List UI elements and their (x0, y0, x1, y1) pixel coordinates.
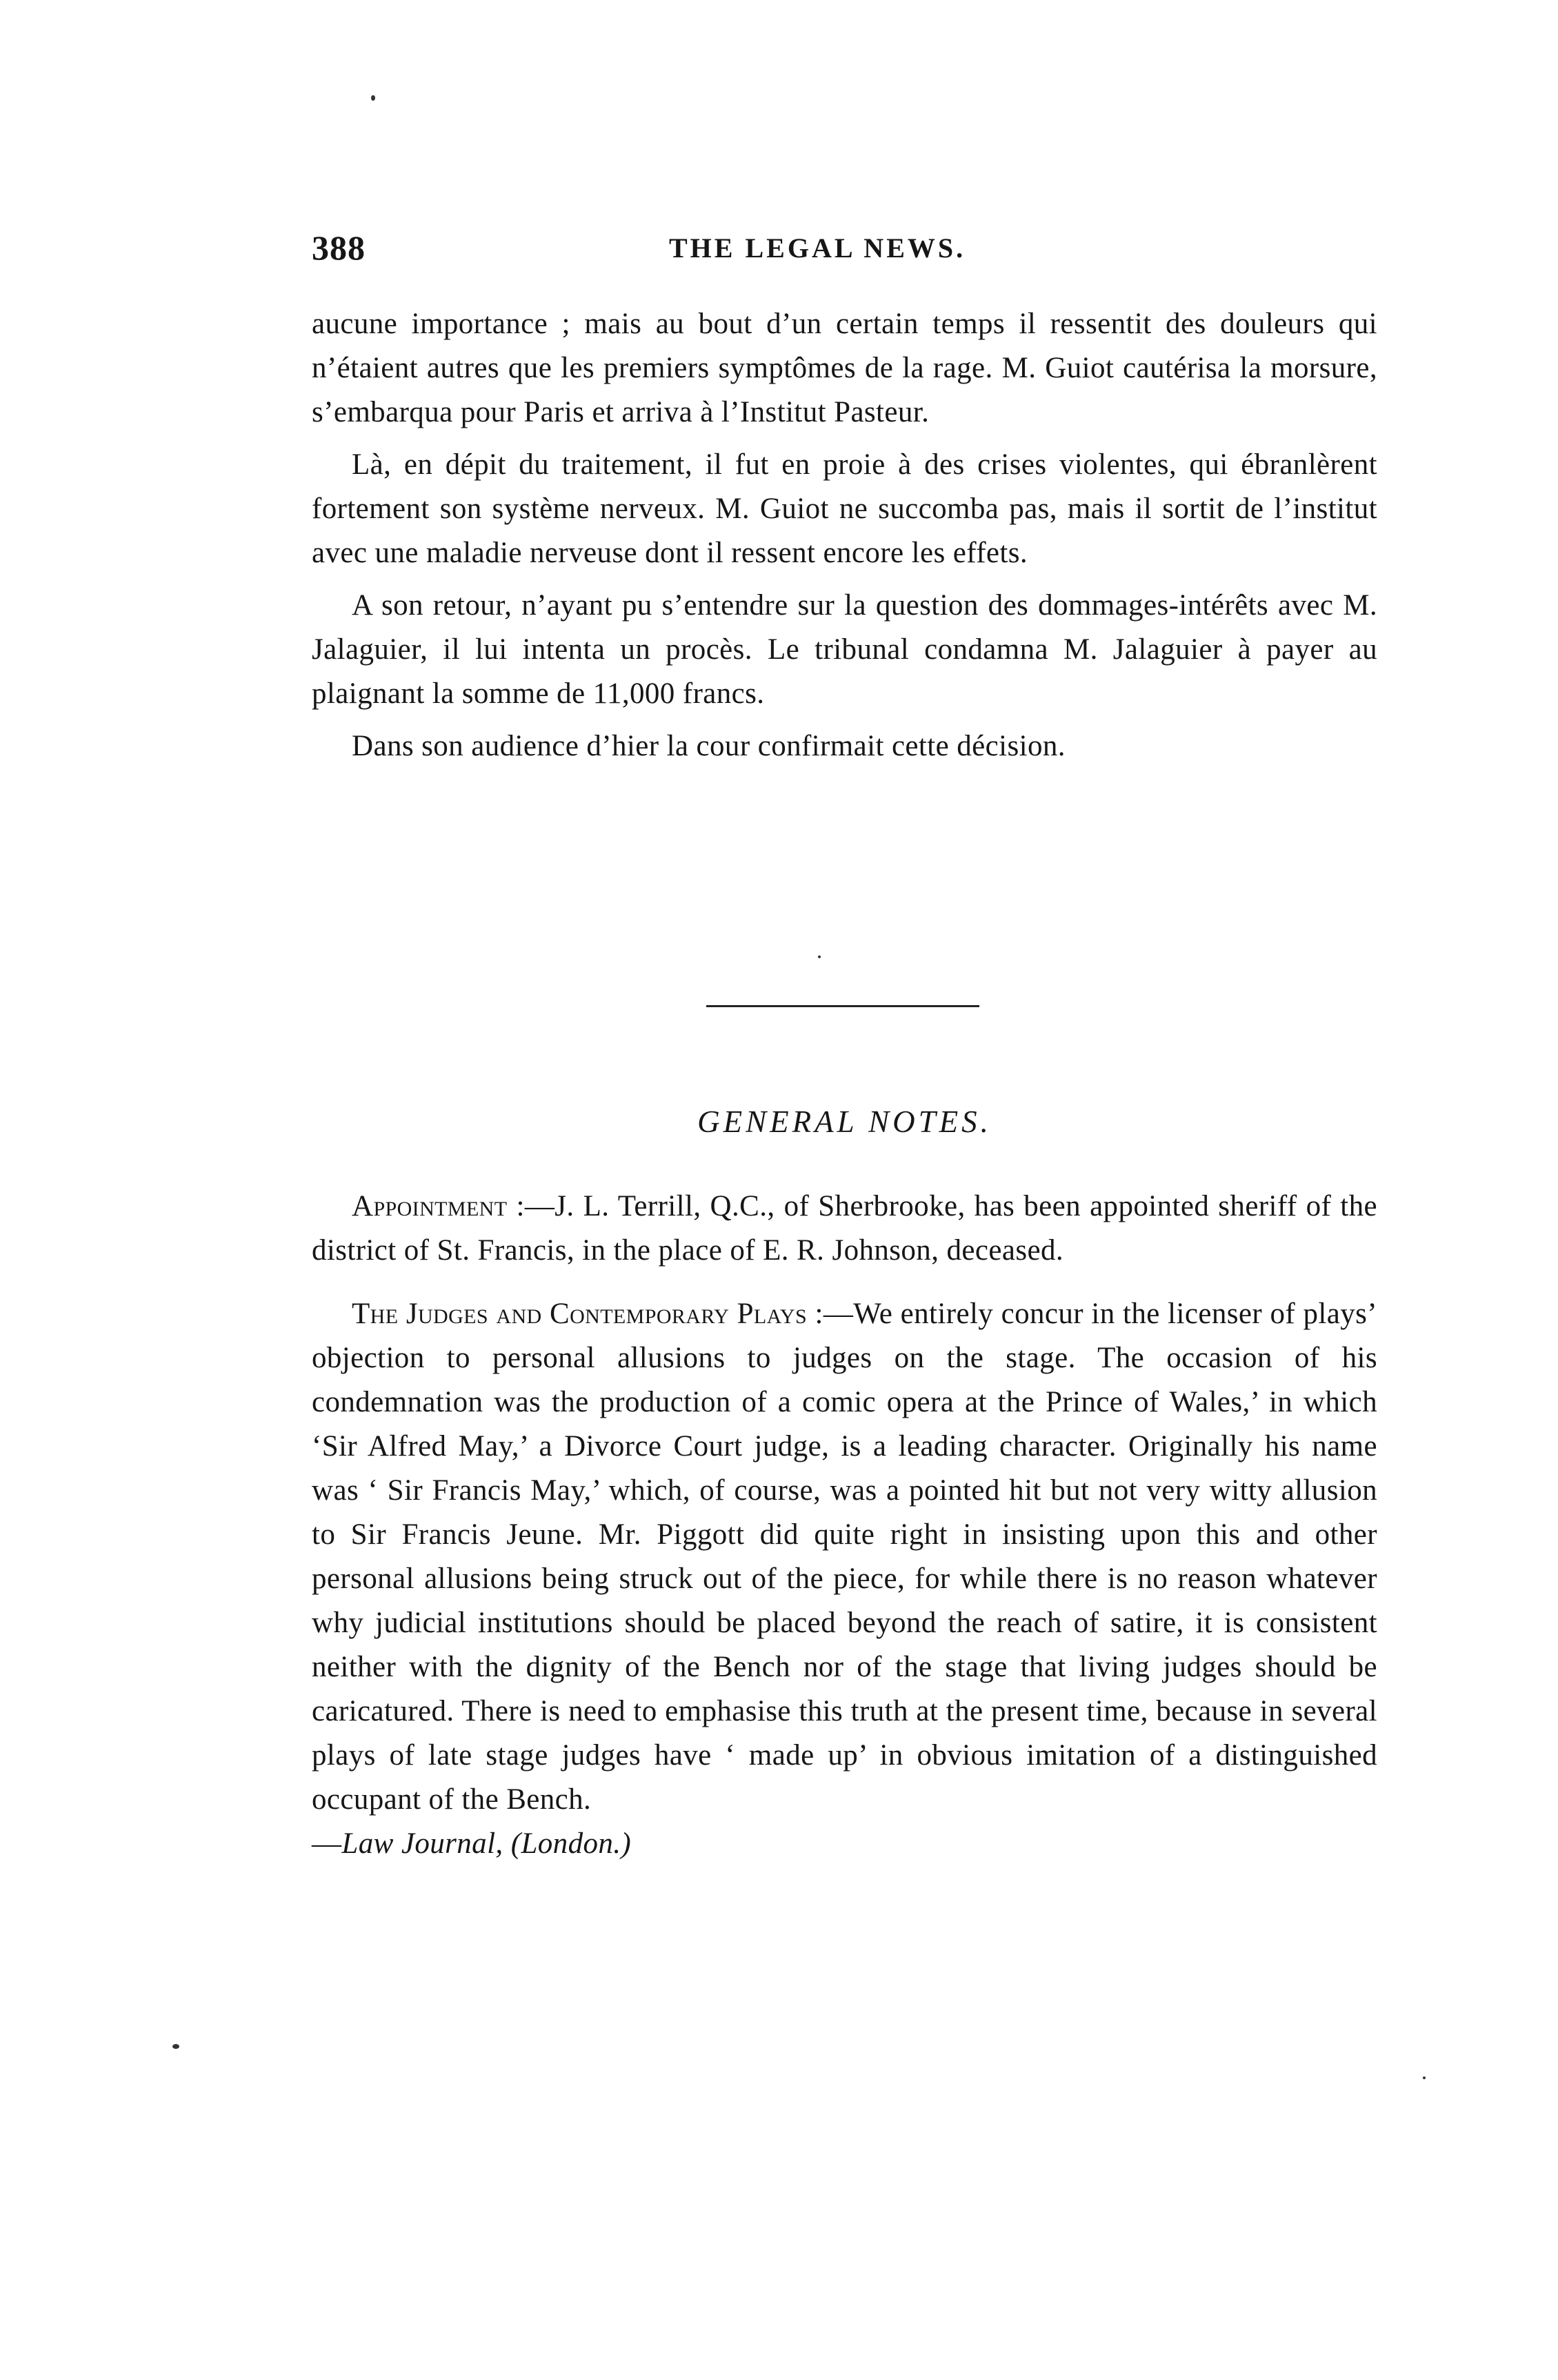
note-judges-plays-separator: :— (807, 1298, 854, 1330)
running-title: THE LEGAL NEWS. (669, 232, 966, 264)
section-title: GENERAL NOTES. (697, 1104, 992, 1139)
general-notes-body (312, 1184, 1377, 1866)
note-judges-plays-text: We entirely concur in the licenser of plays’ objection to personal allusions to judges on the stage. The occasion of his condemnation was the production of a comic opera at the Prince of Wales,’ in which ‘Sir Alfred May,’ a Divorce Court judge, is a leading character. Originally his name was ‘ Sir Francis May,’ which, of course, was a pointed hit but not very witty allusion to Sir Francis Jeune. Mr. Piggott did quite right in insisting upon this and other personal allusions being struck out of the piece, for while there is no reason whatever why judicial institutions should be placed beyond the reach of satire, it is consistent neither with the dignity of the Bench nor of the stage that living judges should be caricatured. There is need to emphasise this truth at the present time, because in several plays of late stage judges have ‘ made up’ in obvious imitation of a distinguished occupant of the Bench. (312, 1298, 1377, 1816)
scan-speck (371, 95, 375, 101)
note-judges-plays (312, 1292, 1377, 1822)
continuation-text (312, 302, 1377, 768)
paragraph-retour: A son retour, n’ayant pu s’entendre sur la question des dommages-intérêts avec M. Jalaguier, il lui intenta un procès. Le tribunal condamna M. Jalaguier à payer au plaignant la somme de 11,000 francs. (312, 589, 1377, 710)
scan-speck (172, 2044, 179, 2049)
note-appointment-heading: Appointment (352, 1190, 508, 1222)
paragraph-continuation: aucune importance ; mais au bout d’un certain temps il ressentit des douleurs qui n’étaient autres que les premiers symptômes de la rage. M. Guiot cautérisa la morsure, s’embarqua pour Paris et arriva à l’Institut Pasteur. (312, 308, 1377, 428)
note-appointment-text: J. L. Terrill, Q.C., of Sherbrooke, has been appointed sheriff of the district of St. Francis, in the place of E. R. Johnson, deceased. (312, 1190, 1377, 1267)
note-source-line (312, 1822, 1377, 1866)
page-number: 388 (312, 228, 366, 267)
source-place: (London.) (510, 1827, 632, 1860)
source-dash: — (312, 1827, 342, 1860)
scan-speck (818, 955, 821, 958)
scan-speck (1423, 2076, 1426, 2079)
paragraph-decision: Dans son audience d’hier la cour confirmait cette décision. (352, 730, 1066, 762)
note-judges-plays-heading: The Judges and Contemporary Plays (352, 1298, 808, 1330)
page-header (312, 228, 1388, 269)
note-appointment (312, 1184, 1377, 1273)
section-divider (706, 1005, 979, 1007)
paragraph-traitement: Là, en dépit du traitement, il fut en proie à des crises violentes, qui ébranlèrent fortement son système nerveux. M. Guiot ne succomba pas, mais il sortit de l’institut avec une maladie nerveuse dont il ressent encore les effets. (312, 448, 1377, 569)
note-appointment-separator: :— (507, 1190, 555, 1222)
source-name: Law Journal, (341, 1827, 503, 1860)
